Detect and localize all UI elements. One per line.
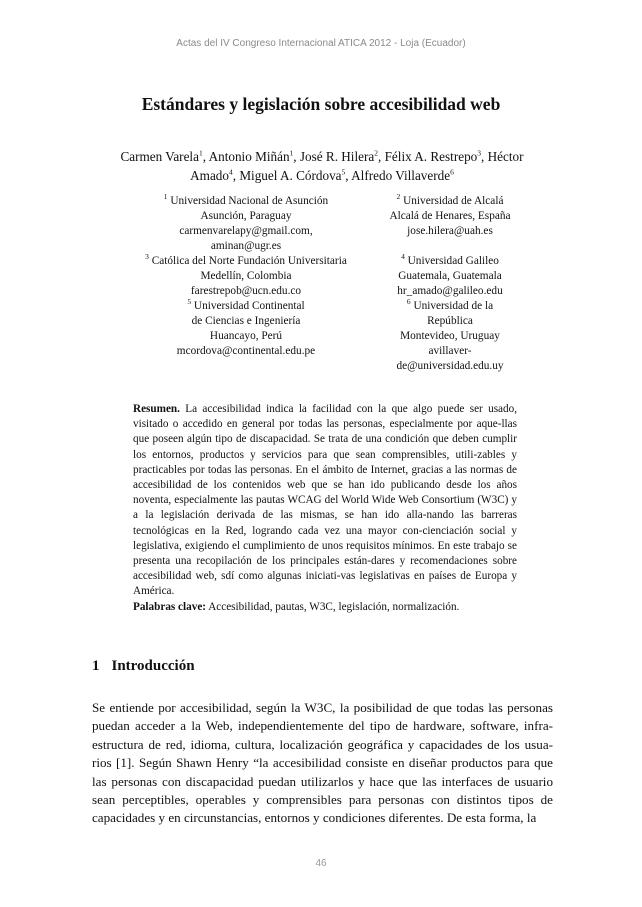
author-list: Carmen Varela$^1$, Antonio Miñán$^1$, José R. Hilera$^2$, Félix A. Restrepo$^3$, Héctor Amado$^4$, Miguel A. Córdova$^5$, Alfredo Villaverde$^6$ — [120, 148, 524, 183]
affiliation-email: farestrepob@ucn.edu.co — [190, 285, 302, 297]
author-name: Alfredo Villaverde — [351, 168, 451, 183]
affiliation-location: Guatemala, Guatemala — [398, 270, 502, 282]
institution-name: Universidad Continental — [193, 300, 305, 312]
institution-name-continued: de Ciencias e Ingeniería — [191, 315, 301, 327]
affiliation-line — [364, 299, 536, 314]
affiliation-mark: 5 — [187, 297, 192, 307]
affiliation-mark: 4 — [401, 252, 405, 262]
affiliation-email: avillaver- — [428, 345, 472, 357]
institution-name: Universidad Galileo — [407, 255, 499, 267]
affiliations-right-column — [364, 194, 536, 374]
affiliation-location: Huancayo, Perú — [209, 330, 283, 342]
keywords-text: Accesibilidad, pautas, W3C, legislación, normalización. — [208, 601, 460, 613]
author-name: Miguel A. Córdova — [239, 168, 342, 183]
keywords — [133, 600, 517, 615]
affiliation-mark: 3 — [145, 252, 149, 262]
author-affiliation-mark: 5 — [341, 167, 346, 177]
affiliation-line — [364, 194, 536, 209]
page-number: 46 — [315, 858, 327, 869]
section-number: 1 — [92, 658, 100, 674]
author-affiliation-mark: 4 — [228, 167, 233, 177]
affiliation-email: aminan@ugr.es — [210, 240, 282, 252]
affiliation-location: Alcalá de Henares, España — [389, 210, 511, 222]
affiliation-location: Medellín, Colombia — [200, 270, 292, 282]
affiliation-email: jose.hilera@uah.es — [407, 225, 493, 237]
abstract-label: Resumen. — [133, 403, 180, 415]
keywords-label: Palabras clave: — [133, 601, 207, 613]
author-name: Carmen Varela — [120, 149, 199, 164]
abstract — [133, 402, 517, 600]
body-paragraph: Se entiende por accesibilidad, según la W3C, la posibilidad de que todas las personas puedan acceder a la Web, independientemente del tipo de hardware, software, infra-estructura de red, idioma, cultura, localización geográfica y capacidades de los usua-rios [1]. Según Shawn Henry “la accesibilidad consiste en diseñar productos para que las personas con discapacidad puedan utilizarlos y hace que las interfaces de usuario sean perceptibles, operables y comprensibles para personas con distintos tipos de capacidades y en circunstancias, entornos y condiciones diferentes. De esta forma, la — [92, 700, 553, 826]
author-name: Félix A. Restrepo — [384, 149, 478, 164]
author-name: Antonio Miñán — [208, 149, 290, 164]
affiliation-line — [122, 194, 370, 209]
running-header: Actas del IV Congreso Internacional ATICA 2012 - Loja (Ecuador) — [176, 38, 466, 49]
affiliation-mark: 1 — [163, 192, 168, 202]
affiliation-line — [122, 299, 370, 314]
section-title: Introducción — [111, 658, 195, 674]
institution-name: Universidad de Alcalá — [403, 195, 504, 207]
affiliation-mark: 2 — [396, 192, 401, 202]
author-affiliation-mark: 3 — [477, 148, 482, 158]
institution-name: Universidad Nacional de Asunción — [170, 195, 329, 207]
affiliations-left-column — [122, 194, 370, 359]
institution-name-continued: República — [427, 315, 473, 327]
affiliation-line — [122, 254, 370, 269]
institution-name: Católica del Norte Fundación Universitaria — [151, 255, 347, 267]
affiliation-1 — [122, 194, 370, 254]
affiliation-email: hr_amado@galileo.edu — [397, 285, 503, 297]
affiliation-6 — [364, 299, 536, 374]
affiliation-line — [364, 254, 536, 269]
affiliation-email-continued: de@universidad.edu.uy — [396, 360, 504, 372]
affiliation-location: Asunción, Paraguay — [200, 210, 292, 222]
author-name: José R. Hilera — [299, 149, 375, 164]
affiliation-4 — [364, 254, 536, 299]
affiliation-mark: 6 — [406, 297, 411, 307]
author-affiliation-mark: 1 — [198, 148, 203, 158]
author-affiliation-mark: 2 — [374, 148, 378, 158]
paper-title: Estándares y legislación sobre accesibilidad web — [141, 94, 501, 114]
abstract-text: La accesibilidad indica la facilidad con la que algo puede ser usado, visitado o accedido en general por todas las personas, especialmente por aque-llas que poseen algún tipo de discapacidad. Se trata de una condición que deben cumplir los entornos, productos y servicios para que sean comprensibles, utili-zables y practicables por todas las personas. En el ámbito de Internet, gracias a las normas de accesibilidad de los contenidos web que se han ido publicando desde los años noventa, especialmente las pautas WCAG del World Wide Web Consortium (W3C) y a la legislación derivada de las mismas, se han ido alla-nando las barreras tecnológicas en la Red, logrando cada vez una mayor con-cienciación social y legislativa, exigiendo el cumplimiento de unos requisitos mínimos. En este trabajo se presenta una recopilación de los principales están-dares y recomendaciones sobre accesibilidad web, sdí como algunas iniciati-vas legislativas en países de Europa y América. — [133, 403, 517, 598]
affiliation-2 — [364, 194, 536, 239]
author-affiliation-mark: 6 — [450, 167, 454, 177]
section-heading — [92, 658, 195, 675]
affiliation-5 — [122, 299, 370, 359]
author-affiliation-mark: 1 — [289, 148, 294, 158]
affiliation-email: mcordova@continental.edu.pe — [176, 345, 316, 357]
author-name: Héctor Amado — [190, 149, 524, 183]
affiliation-3 — [122, 254, 370, 299]
affiliation-email: carmenvarelapy@gmail.com, — [179, 225, 313, 237]
affiliation-location: Montevideo, Uruguay — [400, 330, 500, 342]
institution-name: Universidad de la — [413, 300, 494, 312]
